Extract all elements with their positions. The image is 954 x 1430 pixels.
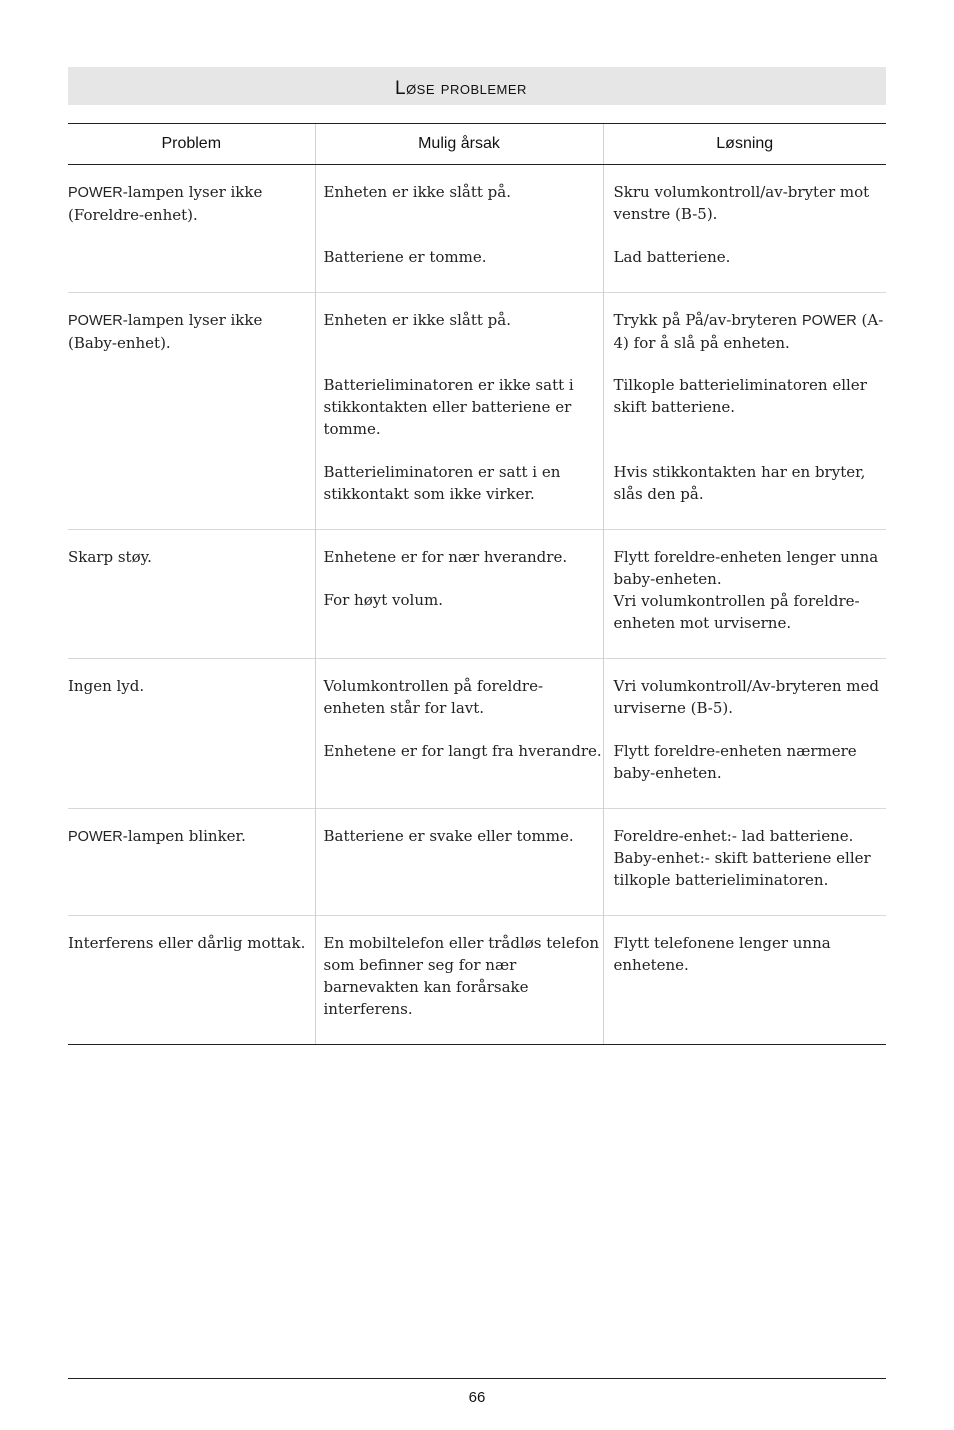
cause-text: En mobiltelefon eller trådløs telefon som befinner seg for nær barnevakten kan forårsake interferens. — [323, 934, 600, 1018]
solution-text: Trykk på På/av-bryteren — [613, 311, 798, 329]
problem-text: Skarp støy. — [68, 548, 152, 566]
solution-text: Foreldre-enhet:- lad batteriene. — [613, 827, 854, 845]
problem-cell — [68, 659, 315, 809]
cause-text: Batterieliminatoren er satt i en stikkontakt som ikke virker. — [323, 463, 561, 503]
table-row — [68, 809, 886, 916]
cause-text: Batteriene er tomme. — [323, 248, 487, 266]
troubleshooting-table — [68, 123, 886, 1045]
header-solution: Løsning — [603, 124, 886, 165]
solution-text: (A-4) for å slå på enheten. — [613, 311, 884, 352]
page-title: Løse problemer — [395, 78, 527, 99]
cause-text: Batteriene er svake eller tomme. — [323, 827, 574, 845]
power-keyword: POWER — [68, 185, 123, 201]
solution-text: Lad batteriene. — [613, 248, 731, 266]
cause-cell — [315, 165, 603, 293]
problem-text: Ingen lyd. — [68, 677, 145, 695]
problem-text: -lampen lyser ikke (Foreldre-enhet). — [68, 183, 263, 224]
solution-text: Flytt foreldre-enheten nærmere baby-enheten. — [613, 742, 857, 782]
cause-cell — [315, 293, 603, 530]
solution-text: Flytt telefonene lenger unna enhetene. — [613, 934, 831, 974]
problem-cell — [68, 809, 315, 916]
table-row — [68, 530, 886, 659]
cause-text: Enhetene er for nær hverandre. — [323, 548, 568, 566]
table-row — [68, 916, 886, 1045]
problem-text: -lampen blinker. — [122, 827, 246, 845]
problem-cell — [68, 165, 315, 293]
solution-cell — [603, 165, 886, 293]
cause-cell — [315, 659, 603, 809]
cause-text: Enheten er ikke slått på. — [323, 183, 511, 201]
solution-cell — [603, 659, 886, 809]
power-keyword: POWER — [68, 829, 123, 845]
cause-text: Batterieliminatoren er ikke satt i stikkontakten eller batteriene er tomme. — [323, 376, 574, 438]
cause-cell — [315, 916, 603, 1045]
cause-text: For høyt volum. — [323, 591, 443, 609]
table-row — [68, 293, 886, 530]
solution-cell — [603, 916, 886, 1045]
solution-cell — [603, 530, 886, 659]
footer-rule — [68, 1378, 886, 1379]
problem-text: Interferens eller dårlig mottak. — [68, 934, 306, 952]
solution-cell — [603, 809, 886, 916]
page-number: 66 — [468, 1389, 486, 1406]
problem-cell — [68, 916, 315, 1045]
problem-cell — [68, 293, 315, 530]
solution-text: Skru volumkontroll/av-bryter mot venstre (B-5). — [613, 183, 870, 223]
problem-text: -lampen lyser ikke (Baby-enhet). — [68, 311, 263, 352]
cause-text: Enhetene er for langt fra hverandre. — [323, 742, 602, 760]
solution-text: Baby-enhet:- skift batteriene eller tilkople batterieliminatoren. — [613, 849, 871, 889]
cause-text: Volumkontrollen på foreldre-enheten står for lavt. — [323, 677, 544, 717]
solution-text: Hvis stikkontakten har en bryter, slås den på. — [613, 463, 866, 503]
table-header-row — [68, 124, 886, 165]
header-problem: Problem — [68, 124, 315, 165]
title-band — [68, 67, 886, 105]
solution-text: Vri volumkontrollen på foreldre-enheten mot urviserne. — [613, 592, 860, 632]
cause-text: Enheten er ikke slått på. — [323, 311, 511, 329]
solution-text: Tilkople batterieliminatoren eller skift batteriene. — [613, 376, 867, 416]
solution-text: Flytt foreldre-enheten lenger unna baby-enheten. — [613, 548, 879, 588]
table-row — [68, 659, 886, 809]
cause-cell — [315, 809, 603, 916]
problem-cell — [68, 530, 315, 659]
table-row — [68, 165, 886, 293]
header-cause: Mulig årsak — [315, 124, 603, 165]
solution-cell — [603, 293, 886, 530]
power-keyword: POWER — [801, 313, 857, 329]
cause-cell — [315, 530, 603, 659]
power-keyword: POWER — [68, 313, 123, 329]
solution-text: Vri volumkontroll/Av-bryteren med urviserne (B-5). — [613, 677, 880, 717]
